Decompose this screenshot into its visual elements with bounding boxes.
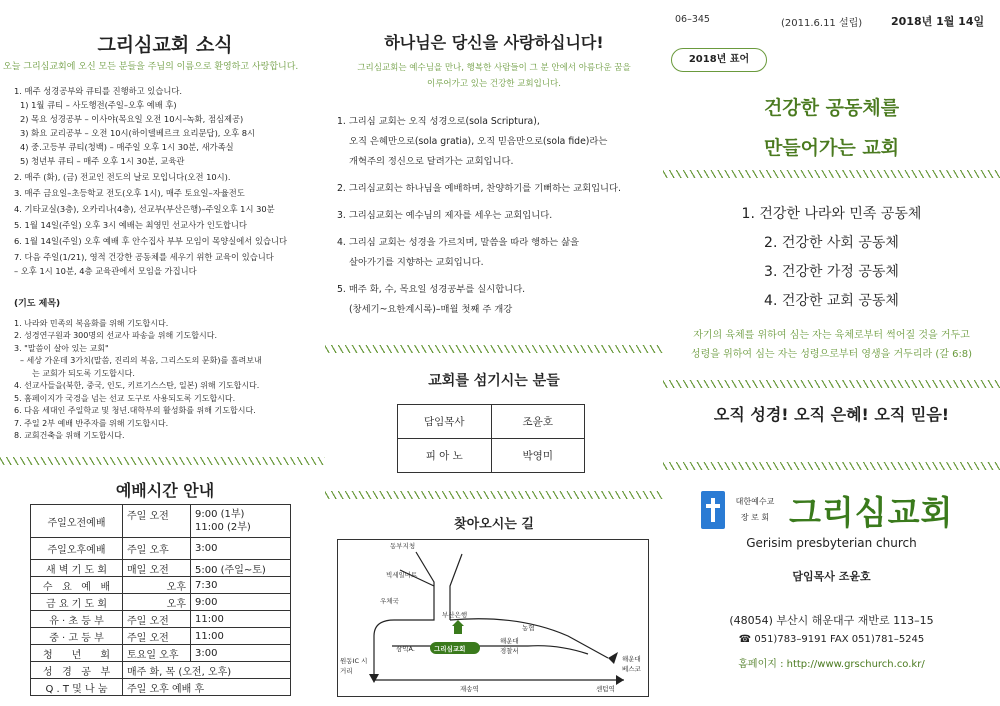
map-label: 해운대 베스코 bbox=[622, 655, 641, 673]
table-row bbox=[31, 560, 291, 577]
map-label: 센텀역 bbox=[596, 685, 615, 693]
prayer-item: 3. "말씀이 살아 있는 교회" bbox=[14, 343, 109, 353]
news-item: 5. 1월 14일(주일) 오후 3시 예배는 최영민 선교사가 인도합니다 bbox=[14, 220, 247, 230]
worship-day: 주일 오전 bbox=[123, 611, 191, 628]
worship-name: 청 년 회 bbox=[31, 645, 123, 662]
table-row bbox=[31, 628, 291, 645]
map-label: 삼익A. bbox=[396, 645, 415, 653]
map-label: 우체국 bbox=[380, 597, 399, 605]
map-label: 부산은행 bbox=[442, 611, 468, 619]
table-row bbox=[398, 405, 585, 439]
prayer-item: 6. 다음 세대인 주일학교 및 청년.대학부의 활성화를 위해 기도합시다. bbox=[14, 406, 256, 415]
news-item: 2) 목요 성경공부 – 이사야(목요일 오전 10시–녹화, 점심제공) bbox=[20, 114, 244, 124]
news-column bbox=[0, 0, 325, 706]
host-role: 담임목사 bbox=[398, 405, 492, 439]
map-label: 원동IC 시거리 bbox=[340, 657, 368, 675]
news-item: 4. 기타교실(3층), 오카리나(4층), 선교부(부산은행)–주일오후 1시 30분 bbox=[14, 204, 275, 214]
table-row bbox=[31, 645, 291, 662]
statement-line: 오직 은혜만으로(sola gratia), 오직 믿음만으로(sola fide)라는 bbox=[349, 136, 608, 147]
solas-slogan: 오직 성경! 오직 은혜! 오직 믿음! bbox=[713, 405, 950, 424]
news-item: 4) 중.고등부 큐티(청백) – 매주일 오후 1시 30분, 새가족실 bbox=[20, 142, 234, 152]
news-item: 6. 1월 14일(주일) 오후 예배 후 안수집사 부부 모임이 목양실에서 있습니다 bbox=[14, 236, 288, 246]
news-item: 1) 1월 큐티 – 사도행전(주일–오후 예배 후) bbox=[20, 100, 177, 110]
worship-name: 주일오후예배 bbox=[31, 538, 123, 560]
news-title: 그리심교회 소식 bbox=[97, 34, 233, 56]
prayer-list bbox=[14, 298, 324, 443]
host-name: 박영미 bbox=[491, 439, 585, 473]
table-row bbox=[31, 538, 291, 560]
news-item: 1. 매주 성경공부와 큐티를 진행하고 있습니다. bbox=[14, 86, 183, 96]
worship-day: 주일 오전 bbox=[123, 505, 191, 538]
arrow-icon bbox=[369, 674, 379, 683]
prayer-item: 8. 교회건축을 위해 기도합시다. bbox=[14, 431, 125, 440]
map-roads bbox=[338, 540, 650, 698]
table-row bbox=[31, 611, 291, 628]
section-divider bbox=[663, 380, 1000, 388]
table-row bbox=[31, 679, 291, 696]
statement-line: 4. 그리심 교회는 성경을 가르치며, 말씀을 따라 행하는 삶을 bbox=[337, 237, 580, 248]
worship-day: 오후 bbox=[123, 577, 191, 594]
bulletin-code: 06–345 bbox=[675, 14, 710, 25]
news-item: 2. 매주 (화), (금) 전교인 전도의 날로 모입니다(오전 10시). bbox=[14, 172, 231, 182]
verse-line: 자기의 육체를 위하여 심는 자는 육체로부터 썩어질 것을 거두고 bbox=[693, 330, 970, 341]
map-label: 농협 bbox=[522, 624, 535, 632]
map-label: 그리심교회 bbox=[434, 645, 466, 653]
homepage-link[interactable]: 홈페이지 : http://www.grschurch.co.kr/ bbox=[738, 659, 925, 670]
goal-item: 4. 건강한 교회 공동체 bbox=[764, 293, 899, 309]
worship-day: 주일 오후 bbox=[123, 538, 191, 560]
worship-table bbox=[30, 504, 291, 696]
worship-day: 오후 bbox=[123, 594, 191, 611]
statement-line: 3. 그리심교회는 예수님의 제자를 세우는 교회입니다. bbox=[337, 210, 553, 221]
church-icon bbox=[452, 620, 464, 626]
hosts-table bbox=[397, 404, 585, 473]
section-divider bbox=[325, 491, 663, 499]
map-label: 동부지청 bbox=[390, 542, 416, 550]
intro-subtitle-line: 그리심교회는 예수님을 만나, 행복한 사람들이 그 분 안에서 아름다운 꿈을 bbox=[357, 63, 631, 73]
map-label: 해운대 경찰서 bbox=[500, 637, 519, 655]
goal-item: 2. 건강한 사회 공동체 bbox=[764, 235, 899, 251]
news-item: 7. 다음 주일(1/21), 영적 건강한 공동체를 세우기 위한 교육이 있습니다 bbox=[14, 252, 274, 262]
worship-time: 5:00 (주일~토) bbox=[191, 560, 291, 577]
worship-name: Q . T 및 나 눔 bbox=[31, 679, 123, 696]
worship-time: 3:00 bbox=[191, 538, 291, 560]
bulletin-date: 2018년 1월 14일 bbox=[891, 15, 985, 28]
motto-tag: 2018년 표어 bbox=[671, 48, 767, 72]
section-divider bbox=[0, 457, 325, 465]
worship-day: 주일 오후 예배 후 bbox=[123, 679, 291, 696]
motto-line: 건강한 공동체를 bbox=[763, 97, 900, 119]
established-date: (2011.6.11 설립) bbox=[781, 18, 863, 29]
worship-time: 3:00 bbox=[191, 645, 291, 662]
host-role: 피 아 노 bbox=[398, 439, 492, 473]
prayer-item: 4. 선교사들을(북한, 중국, 인도, 키르기스스탄, 일본) 위해 기도합시다. bbox=[14, 381, 260, 390]
prayer-item: 5. 홈페이지가 국경을 넘는 선교 도구로 사용되도록 기도합시다. bbox=[14, 393, 236, 403]
table-row bbox=[31, 505, 291, 538]
table-row bbox=[31, 577, 291, 594]
goal-item: 3. 건강한 가정 공동체 bbox=[764, 264, 899, 280]
worship-time: 9:00 bbox=[191, 594, 291, 611]
verse-line: 성령을 위하여 심는 자는 성령으로부터 영생을 거두리라 (갈 6:8) bbox=[690, 349, 973, 360]
section-divider bbox=[663, 170, 1000, 178]
news-item: 3. 매주 금요일–초등학교 전도(오후 1시), 매주 토요일–자율전도 bbox=[14, 188, 245, 198]
bible-verse bbox=[663, 326, 1000, 364]
prayer-item: – 세상 가운데 3가치(말씀, 진리의 복음, 그리스도의 문화)를 흘려보내 bbox=[20, 356, 262, 365]
table-row bbox=[31, 594, 291, 611]
worship-name: 중 · 고 등 부 bbox=[31, 628, 123, 645]
map-label: 재송역 bbox=[460, 685, 479, 693]
church-name: 그리심교회 bbox=[789, 493, 954, 532]
statement-line: 1. 그리심 교회는 오직 성경으로(sola Scriptura), bbox=[337, 116, 540, 127]
prayer-item: 1. 나라와 민족의 복음화를 위해 기도합시다. bbox=[14, 318, 169, 328]
worship-name: 수 요 예 배 bbox=[31, 577, 123, 594]
table-row bbox=[31, 662, 291, 679]
host-name: 조윤호 bbox=[491, 405, 585, 439]
worship-name: 금 요 기 도 회 bbox=[31, 594, 123, 611]
motto-title bbox=[663, 88, 1000, 168]
worship-name: 유 · 초 등 부 bbox=[31, 611, 123, 628]
intro-subtitle-line: 이루어가고 있는 건강한 교회입니다. bbox=[427, 79, 561, 89]
worship-time: 9:00 (1부) 11:00 (2부) bbox=[191, 505, 291, 538]
prayer-item: 는 교회가 되도록 기도합시다. bbox=[32, 368, 135, 378]
worship-name: 성 경 공 부 bbox=[31, 662, 123, 679]
worship-time: 7:30 bbox=[191, 577, 291, 594]
section-divider bbox=[325, 345, 663, 353]
map-title: 찾아오시는 길 bbox=[454, 517, 534, 532]
denomination bbox=[732, 494, 778, 526]
statement-list bbox=[337, 112, 659, 320]
map-label: 빅세일마트 bbox=[386, 571, 418, 579]
welcome-text: 오늘 그리심교회에 오신 모든 분들을 주님의 이름으로 환영하고 사랑합니다. bbox=[3, 62, 299, 72]
cross-logo-icon bbox=[701, 491, 725, 529]
statement-line: (창세기~요한계시록)–매월 첫째 주 개강 bbox=[349, 304, 513, 315]
intro-column bbox=[325, 0, 663, 706]
news-list bbox=[14, 84, 324, 278]
senior-pastor: 담임목사 조윤호 bbox=[792, 570, 871, 583]
goal-item: 1. 건강한 나라와 민족 공동체 bbox=[741, 206, 922, 222]
worship-name: 주일오전예배 bbox=[31, 505, 123, 538]
church-column bbox=[663, 0, 1000, 706]
statement-line: 살아가기를 지향하는 교회입니다. bbox=[349, 257, 484, 268]
worship-name: 새 벽 기 도 회 bbox=[31, 560, 123, 577]
intro-title: 하나님은 당신을 사랑하십니다! bbox=[384, 33, 604, 52]
denomination-line: 대한예수교 bbox=[735, 497, 775, 506]
news-item: 3) 화요 교리공부 – 오전 10시(하이델베르크 요리문답), 오후 8시 bbox=[20, 128, 256, 138]
statement-line: 2. 그리심교회는 하나님을 예배하며, 찬양하기를 기뻐하는 교회입니다. bbox=[337, 183, 621, 194]
arrow-icon bbox=[608, 652, 618, 664]
location-map bbox=[337, 539, 649, 697]
news-item: 5) 청년부 큐티 – 매주 오후 1시 30분, 교육관 bbox=[20, 156, 185, 166]
section-divider bbox=[663, 462, 1000, 470]
denomination-line: 장 로 회 bbox=[740, 513, 770, 522]
statement-line: 개혁주의 정신으로 달려가는 교회입니다. bbox=[349, 156, 514, 167]
arrow-icon bbox=[616, 675, 624, 685]
church-name-english: Gerisim presbyterian church bbox=[746, 536, 917, 550]
worship-day: 매주 화, 목 (오전, 오후) bbox=[123, 662, 291, 679]
table-row bbox=[398, 439, 585, 473]
prayer-heading: (기도 제목) bbox=[14, 299, 61, 309]
news-item: – 오후 1시 10분, 4층 교육관에서 모임을 가집니다 bbox=[14, 266, 197, 276]
worship-day: 주일 오전 bbox=[123, 628, 191, 645]
worship-time: 11:00 bbox=[191, 628, 291, 645]
motto-line: 만들어가는 교회 bbox=[763, 137, 900, 159]
goal-list bbox=[663, 200, 1000, 316]
hosts-title: 교회를 섬기시는 분들 bbox=[428, 373, 560, 389]
worship-day: 토요일 오후 bbox=[123, 645, 191, 662]
prayer-item: 2. 성경연구원과 300명의 선교사 파송을 위해 기도합시다. bbox=[14, 331, 217, 340]
worship-title: 예배시간 안내 bbox=[115, 481, 215, 500]
prayer-item: 7. 주일 2부 예배 반주자를 위해 기도합시다. bbox=[14, 418, 169, 428]
worship-time: 11:00 bbox=[191, 611, 291, 628]
worship-day: 매일 오전 bbox=[123, 560, 191, 577]
address: (48054) 부산시 해운대구 재반로 113–15 bbox=[729, 614, 934, 627]
intro-subtitle bbox=[325, 60, 663, 92]
phone-fax: ☎ 051)783–9191 FAX 051)781–5245 bbox=[738, 634, 925, 645]
statement-line: 5. 매주 화, 수, 목요일 성경공부를 실시합니다. bbox=[337, 284, 526, 295]
